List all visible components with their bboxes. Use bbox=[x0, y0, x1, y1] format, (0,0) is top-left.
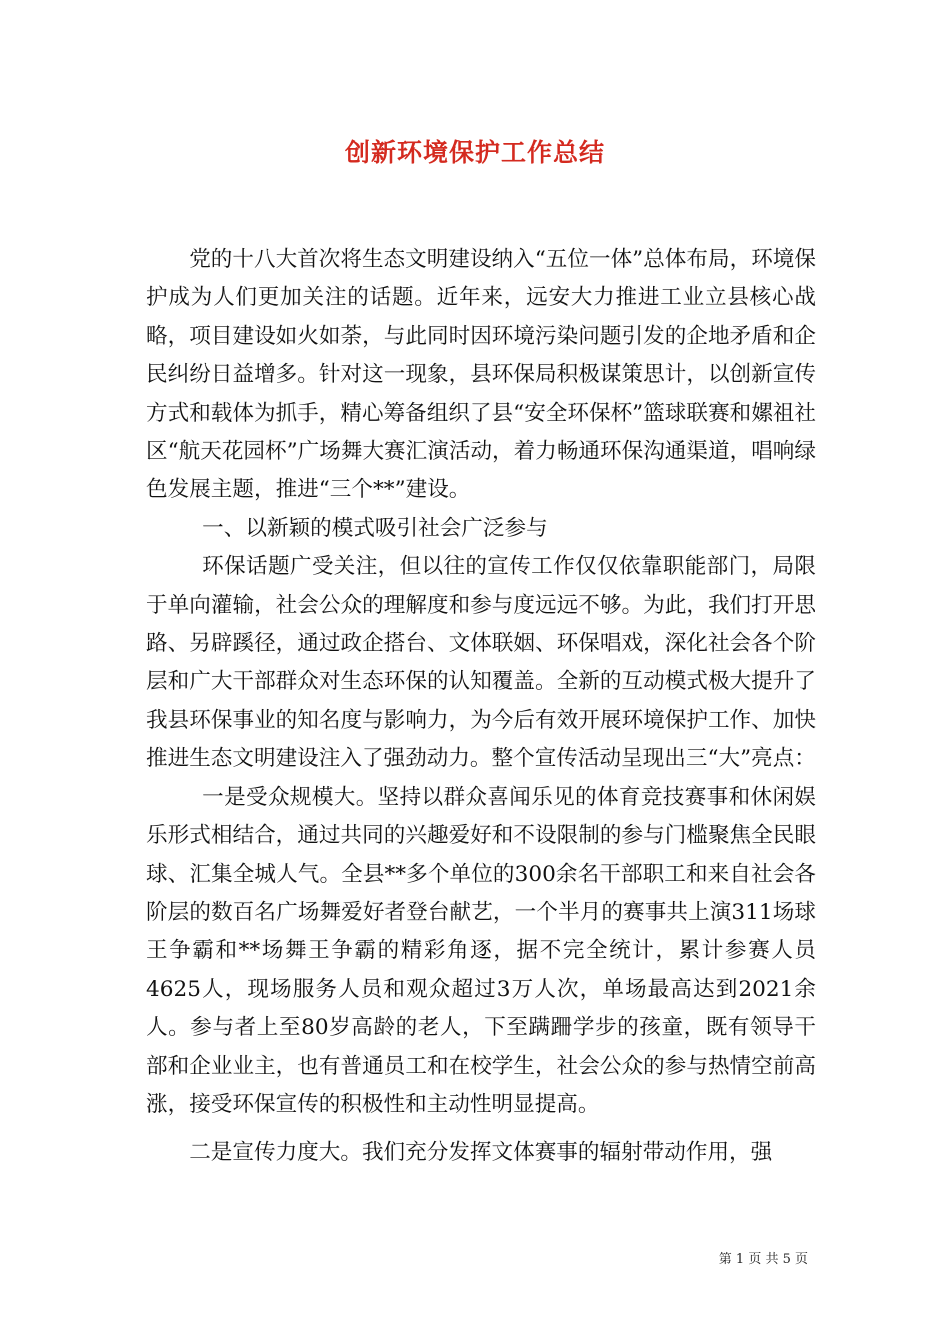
page-footer: 第 1 页 共 5 页 bbox=[718, 1252, 808, 1267]
paragraph-section-1: 环保话题广受关注，但以往的宣传工作仅仅依靠职能部门，局限于单向灌输，社会公众的理解度和参与度远远不够。为此，我们打开思路、另辟蹊径，通过政企搭台、文体联姻、环保唱戏，深化社会各个阶层和广大干部群众对生态环保的认知覆盖。全新的互动模式极大提升了我县环保事业的知名度与影响力，为今后有效开展环境保护工作、加快推进生态文明建设注入了强劲动力。整个宣传活动呈现出三“大”亮点： bbox=[146, 554, 816, 772]
document-body bbox=[146, 241, 816, 1173]
section-heading-1: 一、以新颖的模式吸引社会广泛参与 bbox=[202, 515, 548, 541]
document-title: 创新环境保护工作总结 bbox=[344, 138, 605, 167]
paragraph-point-1: 一是受众规模大。坚持以群众喜闻乐见的体育竞技赛事和休闲娱乐形式相结合，通过共同的兴趣爱好和不设限制的参与门槛聚焦全民眼球、汇集全城人气。全县**多个单位的300余名干部职工和来自社会各阶层的数百名广场舞爱好者登台献艺，一个半月的赛事共上演311场球王争霸和**场舞王争霸的精彩角逐，据不完全统计，累计参赛人员4625人，现场服务人员和观众超过3万人次，单场最高达到2021余人。参与者上至80岁高龄的老人，下至蹒跚学步的孩童，既有领导干部和企业业主，也有普通员工和在校学生，社会公众的参与热情空前高涨，接受环保宣传的积极性和主动性明显提高。 bbox=[146, 784, 816, 1117]
paragraph-point-2: 二是宣传力度大。我们充分发挥文体赛事的辐射带动作用，强 bbox=[189, 1140, 773, 1166]
paragraph-intro: 党的十八大首次将生态文明建设纳入“五位一体”总体布局，环境保护成为人们更加关注的话题。近年来，远安大力推进工业立县核心战略，项目建设如火如荼，与此同时因环境污染问题引发的企地矛盾和企民纠纷日益增多。针对这一现象，县环保局积极谋策思计，以创新宣传方式和载体为抓手，精心筹备组织了县“安全环保杯”篮球联赛和嫘祖社区“航天花园杯”广场舞大赛汇演活动，着力畅通环保沟通渠道，唱响绿色发展主题，推进“三个**”建设。 bbox=[146, 247, 816, 503]
